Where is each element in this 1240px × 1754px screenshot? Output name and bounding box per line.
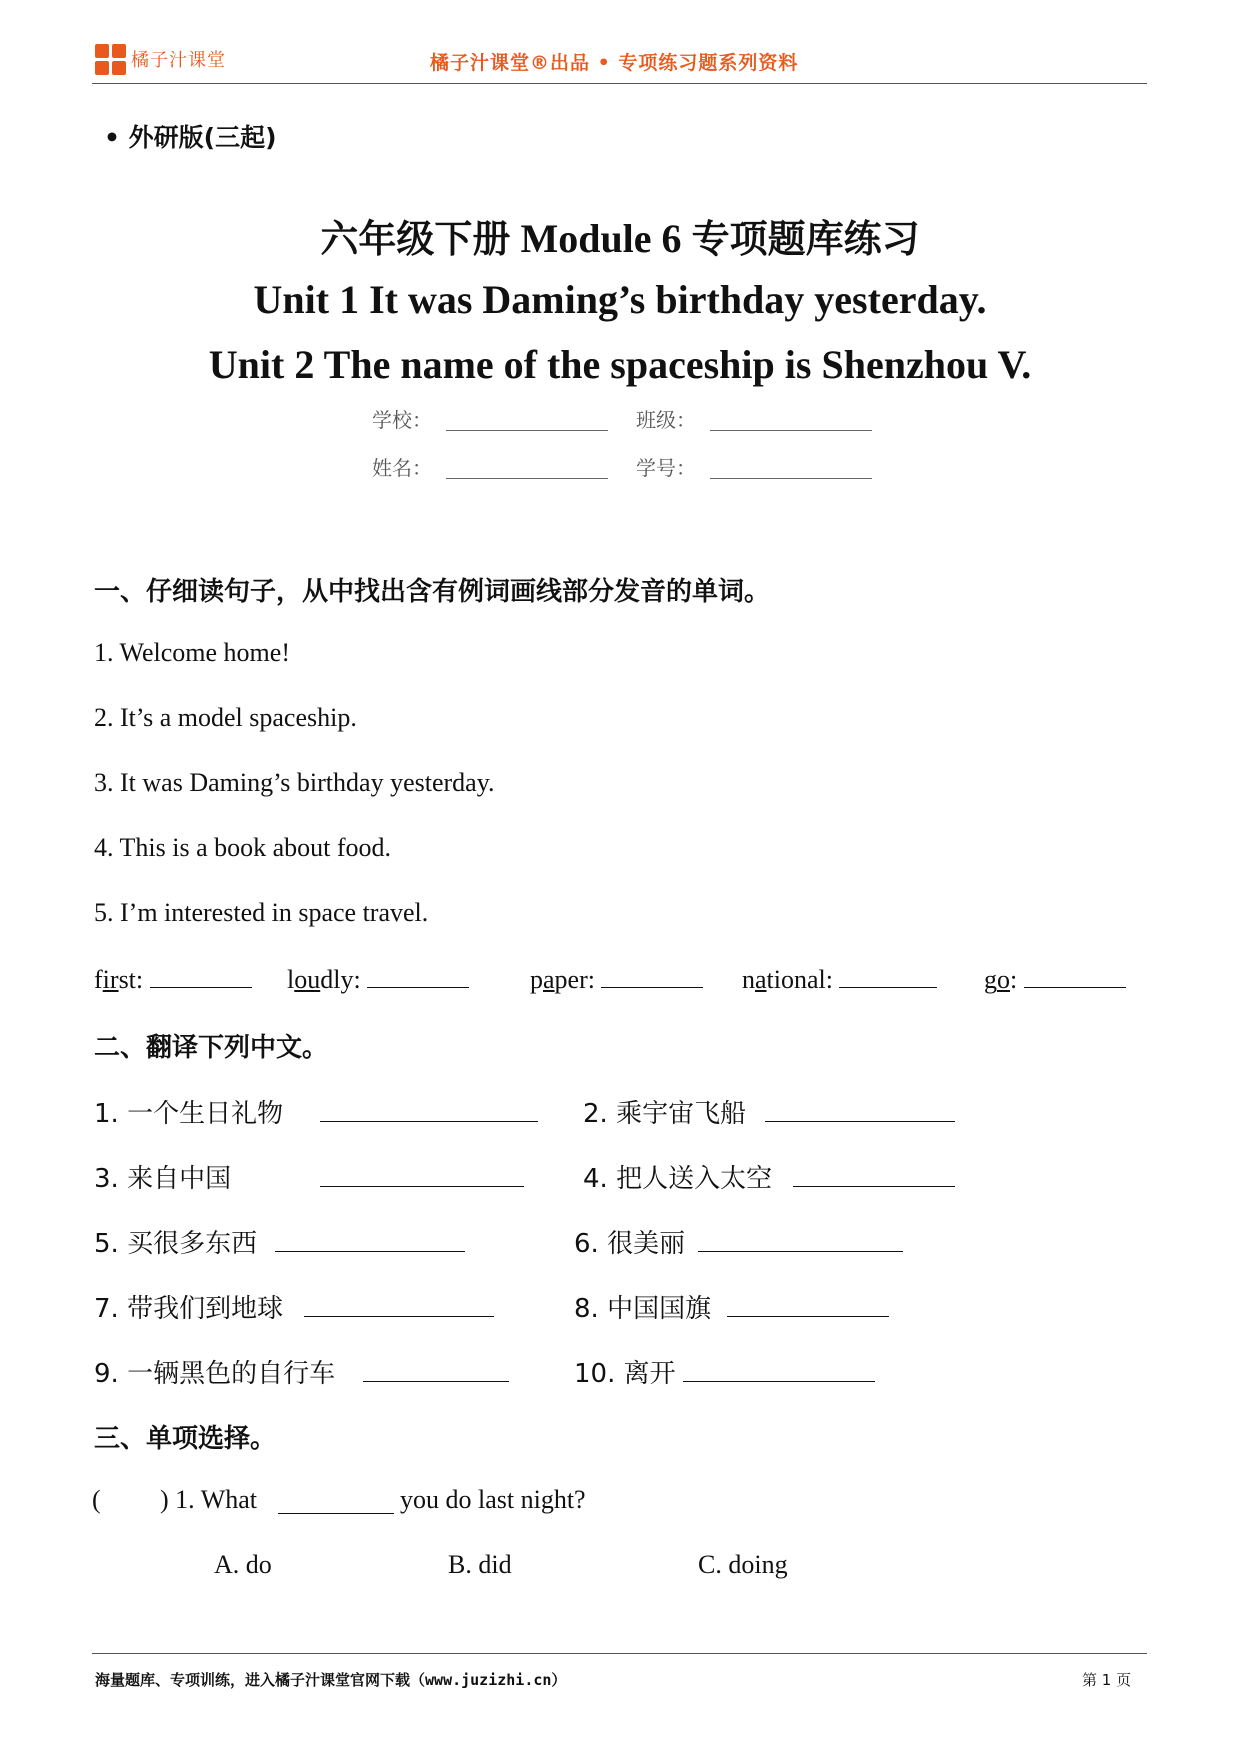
sentence-3: 3. It was Daming’s birthday yesterday. <box>94 768 495 797</box>
page-title <box>0 208 1240 263</box>
sentence-1: 1. Welcome home! <box>94 638 290 667</box>
answer-blank[interactable] <box>683 1357 875 1382</box>
school-label: 学校： <box>372 408 432 432</box>
number-label: 学号： <box>636 456 696 480</box>
translation-item: 7. 带我们到地球 <box>94 1294 284 1324</box>
translation-item: 4. 把人送入太空 <box>583 1164 773 1194</box>
page-number: 第 1 页 <box>1082 1671 1132 1689</box>
answer-paren-open: ( <box>92 1485 101 1514</box>
school-field[interactable] <box>446 404 608 431</box>
question-1-stem: ) 1. What <box>160 1485 257 1514</box>
answer-blank[interactable] <box>304 1292 494 1317</box>
answer-blank[interactable] <box>698 1227 903 1252</box>
unit2-title: Unit 2 The name of the spaceship is Shenzhou V. <box>208 342 1032 387</box>
brand-logo-icon <box>95 44 127 76</box>
answer-blank[interactable] <box>765 1097 955 1122</box>
answer-blank[interactable] <box>363 1357 509 1382</box>
translation-item: 9. 一辆黑色的自行车 <box>94 1359 336 1389</box>
question-1-tail: you do last night? <box>400 1485 586 1514</box>
answer-blank[interactable] <box>367 963 469 988</box>
section1-heading: 一、仔细读句子，从中找出含有例词画线部分发音的单词。 <box>94 577 771 607</box>
translation-item: 6. 很美丽 <box>574 1229 686 1259</box>
answer-blank[interactable] <box>150 963 252 988</box>
translation-item: 3. 来自中国 <box>94 1164 232 1194</box>
option-a[interactable]: A. do <box>214 1550 272 1579</box>
answer-blank[interactable] <box>793 1162 955 1187</box>
title-grade: 六年级下册 <box>320 217 511 261</box>
answer-blank[interactable] <box>601 963 703 988</box>
answer-blank[interactable] <box>320 1162 524 1187</box>
translation-item: 2. 乘宇宙飞船 <box>583 1099 747 1129</box>
translation-item: 1. 一个生日礼物 <box>94 1099 284 1129</box>
sentence-4: 4. This is a book about food. <box>94 833 392 862</box>
footer-divider <box>92 1653 1147 1654</box>
word-go: go: <box>984 963 1126 995</box>
sentence-2: 2. It’s a model spaceship. <box>94 703 357 732</box>
section2-heading: 二、翻译下列中文。 <box>94 1033 329 1063</box>
answer-blank[interactable] <box>275 1227 465 1252</box>
word-paper: paper: <box>530 963 703 995</box>
header-divider <box>92 83 1147 84</box>
name-field[interactable] <box>446 452 608 479</box>
word-first: first: <box>94 963 252 995</box>
answer-blank[interactable] <box>320 1097 538 1122</box>
student-number-field[interactable] <box>710 452 872 479</box>
sentence-5: 5. I’m interested in space travel. <box>94 898 429 927</box>
answer-blank[interactable] <box>839 963 937 988</box>
header-title: 橘子汁课堂®出品 • 专项练习题系列资料 <box>430 52 799 74</box>
translation-item: 10. 离开 <box>574 1359 676 1389</box>
class-label: 班级： <box>636 408 696 432</box>
brand-name: 橘子汁课堂 <box>131 50 226 71</box>
unit1-title: Unit 1 It was Daming’s birthday yesterday. <box>253 277 987 322</box>
title-module: Module 6 <box>520 216 682 261</box>
edition-label: • 外研版(三起) <box>104 123 277 152</box>
name-label: 姓名： <box>372 456 432 480</box>
word-loudly: loudly: <box>287 963 469 995</box>
word-national: national: <box>742 963 937 995</box>
translation-item: 5. 买很多东西 <box>94 1229 258 1259</box>
section3-heading: 三、单项选择。 <box>94 1424 277 1454</box>
class-field[interactable] <box>710 404 872 431</box>
title-practice: 专项题库练习 <box>691 217 920 261</box>
answer-slot[interactable] <box>108 1485 160 1515</box>
question-1-blank[interactable] <box>278 1489 394 1514</box>
footer-note: 海量题库、专项训练，进入橘子汁课堂官网下载（www.juzizhi.cn） <box>95 1671 567 1689</box>
option-b[interactable]: B. did <box>448 1550 512 1579</box>
answer-blank[interactable] <box>727 1292 889 1317</box>
option-c[interactable]: C. doing <box>698 1550 788 1579</box>
answer-blank[interactable] <box>1024 963 1126 988</box>
translation-item: 8. 中国国旗 <box>574 1294 712 1324</box>
